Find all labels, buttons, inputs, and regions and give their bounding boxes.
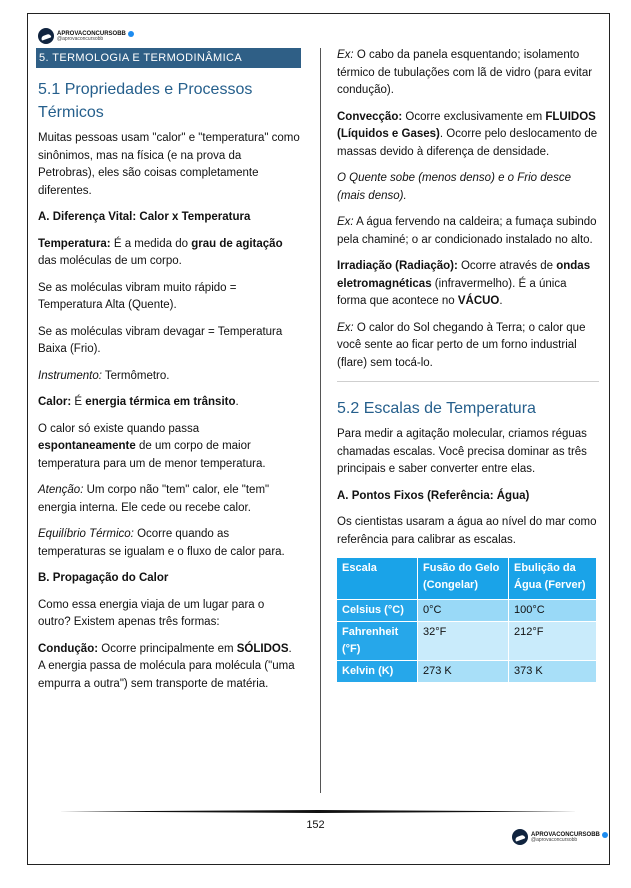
table-row xyxy=(337,660,597,682)
scales-table xyxy=(337,558,597,682)
instrument-paragraph: Instrumento: Termômetro. xyxy=(38,369,170,382)
table-header-row xyxy=(337,558,597,599)
slow-paragraph: Se as moléculas vibram devagar = Temperatura Baixa (Frio). xyxy=(38,325,283,355)
eagle-icon xyxy=(38,28,54,44)
footer-handle: @aprovaconcursobb xyxy=(531,836,578,843)
footer-logo xyxy=(512,829,608,845)
heat-paragraph: Calor: É energia térmica em trânsito. xyxy=(38,396,239,408)
radiation-paragraph: Irradiação (Radiação): Ocorre através de ondas eletromagnéticas (infravermelho). É a única forma que acontece no VÁCUO. xyxy=(337,260,591,307)
header-brand: APROVACONCURSOBB xyxy=(57,30,126,37)
table-row xyxy=(337,599,597,621)
row-label-fahrenheit: Fahrenheit (°F) xyxy=(337,621,418,660)
cell-celsius-melting: 0°C xyxy=(418,599,509,621)
section-title-2: 5.2 Escalas de Temperatura xyxy=(337,400,536,417)
example-radiation: Ex: O calor do Sol chegando à Terra; o calor que você sente ao ficar perto de um forno industrial (flare) sem tocá-lo. xyxy=(337,321,586,369)
table-row xyxy=(337,621,597,660)
cell-kelvin-melting: 273 K xyxy=(418,660,509,682)
header-scale: Escala xyxy=(337,558,418,599)
subheading-b: B. Propagação do Calor xyxy=(38,572,169,584)
section-separator xyxy=(337,381,599,382)
footer-rule xyxy=(58,810,578,813)
propagation-paragraph: Como essa energia viaja de um lugar para o outro? Existem apenas três formas: xyxy=(38,598,265,628)
equilibrium-paragraph: Equilíbrio Térmico: Ocorre quando as temperaturas se igualam e o fluxo de calor para. xyxy=(38,528,285,558)
right-column xyxy=(337,47,599,682)
fixed-points-paragraph: Os cientistas usaram a água ao nível do mar como referência para calibrar as escalas. xyxy=(337,516,597,546)
example-convection: Ex: A água fervendo na caldeira; a fumaça subindo pela chaminé; o ar condicionado instalado no alto. xyxy=(337,216,597,246)
header-logo xyxy=(38,28,134,44)
row-label-celsius: Celsius (°C) xyxy=(337,599,418,621)
left-column xyxy=(38,78,300,702)
attention-paragraph: Atenção: Um corpo não "tem" calor, ele "tem" energia interna. Ele cede ou recebe calor. xyxy=(38,484,270,514)
page-number: 152 xyxy=(306,819,325,831)
convection-note: O Quente sobe (menos denso) e o Frio desce (mais denso). xyxy=(337,172,571,202)
heat-exists-paragraph: O calor só existe quando passa espontaneamente de um corpo de maior temperatura para um de menor temperatura. xyxy=(38,422,266,470)
header-melting: Fusão do Gelo (Congelar) xyxy=(418,558,509,599)
cell-fahrenheit-boiling: 212°F xyxy=(509,621,597,660)
cell-kelvin-boiling: 373 K xyxy=(509,660,597,682)
scales-intro: Para medir a agitação molecular, criamos réguas chamadas escalas. Você precisa dominar as três principais e saber converter entre elas. xyxy=(337,428,587,475)
cell-celsius-boiling: 100°C xyxy=(509,599,597,621)
section-bar: 5. TERMOLOGIA E TERMODINÂMICA xyxy=(36,48,301,68)
row-label-kelvin: Kelvin (K) xyxy=(337,660,418,682)
temperature-paragraph: Temperatura: É a medida do grau de agitação das moléculas de um corpo. xyxy=(38,237,283,267)
example-conduction: Ex: O cabo da panela esquentando; isolamento térmico de tubulações com lã de vidro (para evitar condução). xyxy=(337,49,593,96)
conduction-paragraph: Condução: Ocorre principalmente em SÓLIDOS. A energia passa de molécula para molécula ("uma empurra a outra") sem transporte de matéria. xyxy=(38,642,295,690)
header-boiling: Ebulição da Água (Ferver) xyxy=(509,558,597,599)
subheading-fixed-points: A. Pontos Fixos (Referência: Água) xyxy=(337,489,530,502)
section-title: 5.1 Propriedades e Processos Térmicos xyxy=(38,81,253,121)
fast-paragraph: Se as moléculas vibram muito rápido = Temperatura Alta (Quente). xyxy=(38,281,237,311)
footer-brand: APROVACONCURSOBB xyxy=(531,831,600,838)
header-handle: @aprovaconcursobb xyxy=(57,35,104,42)
eagle-icon xyxy=(512,829,528,845)
intro-paragraph: Muitas pessoas usam "calor" e "temperatura" como sinônimos, mas na física (e na prova da Petrobras), eles são coisas completamente diferentes. xyxy=(38,132,300,197)
cell-fahrenheit-melting: 32°F xyxy=(418,621,509,660)
column-divider xyxy=(320,48,321,793)
subheading-a: A. Diferença Vital: Calor x Temperatura xyxy=(38,211,251,223)
convection-paragraph: Convecção: Ocorre exclusivamente em FLUIDOS (Líquidos e Gases). Ocorre pelo deslocamento de massas devido à diferença de densidade. xyxy=(337,110,598,158)
